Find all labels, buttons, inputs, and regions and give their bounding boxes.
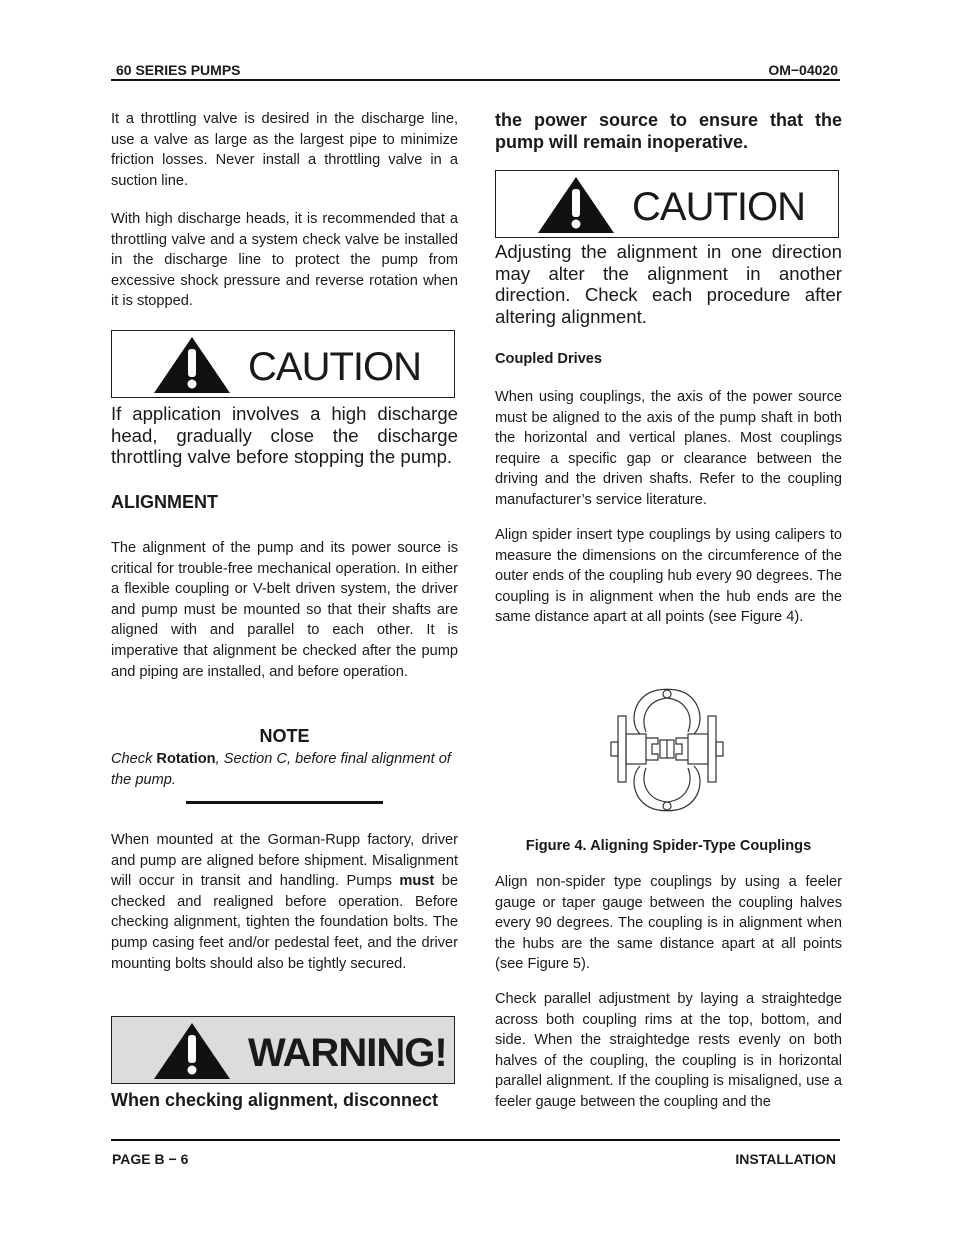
warning-text: When checking alignment, disconnect [111, 1090, 439, 1110]
caution-text-2: Adjusting the alignment in one direction may alter the alignment in another direction. Check each procedure after altering alignment. [495, 241, 842, 328]
header-left: 60 SERIES PUMPS [116, 62, 241, 78]
warning-text-continued: the power source to ensure that the pump will remain inoperative. [495, 110, 842, 152]
footer-page-number: PAGE B − 6 [112, 1151, 189, 1167]
warning-label: WARNING! [248, 1031, 447, 1075]
spider-coupling-figure [608, 686, 726, 814]
caution-label: CAUTION [632, 185, 805, 229]
footer-section: INSTALLATION [735, 1151, 836, 1167]
paragraph-non-spider-couplings: Align non-spider type couplings by using a feeler gauge or taper gauge between the coupling halves every 90 degrees. The coupling is in alignment when the hubs are the same distance apart at all points (see Figure 5). [495, 874, 842, 973]
caution-label: CAUTION [248, 345, 421, 389]
paragraph-high-discharge-heads: With high discharge heads, it is recommended that a throttling valve and a system check valve be installed in the discharge line to protect the pump from excessive shock pressure and reverse rotation when it is stopped. [111, 211, 458, 310]
exclamation-triangle-icon [152, 1021, 232, 1081]
caution-box-1 [111, 330, 455, 398]
exclamation-triangle-icon [152, 335, 232, 395]
paragraph-factory-alignment: When mounted at the Gorman-Rupp factory, driver and pump are aligned before shipment. Misalignment will occur in transit and handling. Pumps must be checked and realigned before operation. Before checking alignment, tighten the foundation bolts. The pump casing feet and/or pedestal feet, and the driver mounting bolts should also be tightly secured. [111, 832, 458, 972]
section-heading-coupled-drives: Coupled Drives [495, 351, 603, 367]
paragraph-parallel-adjustment: Check parallel adjustment by laying a straightedge across both coupling rims at the top, bottom, and side. When the straightedge rests evenly on both halves of the coupling, the coupling is in horizontal parallel alignment. If the coupling is misaligned, use a feeler gauge between the coupling and the [495, 991, 842, 1110]
note-title: NOTE [259, 726, 310, 746]
header-rule [111, 79, 840, 81]
paragraph-throttling-valve: It a throttling valve is desired in the discharge line, use a valve as large as the largest pipe to minimize friction losses. Never install a throttling valve in a suction line. [111, 111, 458, 189]
note-text: Check Rotation, Section C, before final alignment of the pump. [111, 751, 451, 788]
exclamation-triangle-icon [536, 175, 616, 235]
header-right: OM−04020 [768, 62, 838, 78]
paragraph-spider-couplings: Align spider insert type couplings by using calipers to measure the dimensions on the circumference of the outer ends of the coupling hub every 90 degrees. The coupling is in alignment when the hub ends are the same distance apart at all points (see Figure 4). [495, 527, 842, 626]
footer-rule [111, 1139, 840, 1141]
note-rule [186, 801, 383, 804]
caution-text-1: If application involves a high discharge head, gradually close the discharge throttling valve before stopping the pump. [111, 403, 458, 468]
caution-box-2 [495, 170, 839, 238]
paragraph-using-couplings: When using couplings, the axis of the power source must be aligned to the axis of the pump shaft in both the horizontal and vertical planes. Most couplings require a specific gap or clearance between the driving and the driven shafts. Refer to the coupling manufacturer’s service literature. [495, 389, 842, 508]
paragraph-alignment-critical: The alignment of the pump and its power source is critical for trouble-free mechanical operation. In either a flexible coupling or V-belt driven system, the driver and pump must be mounted so that their shafts are aligned with and parallel to each other. It is imperative that alignment be checked after the pump and piping are installed, and before operation. [111, 540, 458, 680]
figure-caption: Figure 4. Aligning Spider-Type Couplings [525, 838, 812, 854]
section-heading-alignment: ALIGNMENT [111, 492, 218, 512]
warning-box [111, 1016, 455, 1084]
